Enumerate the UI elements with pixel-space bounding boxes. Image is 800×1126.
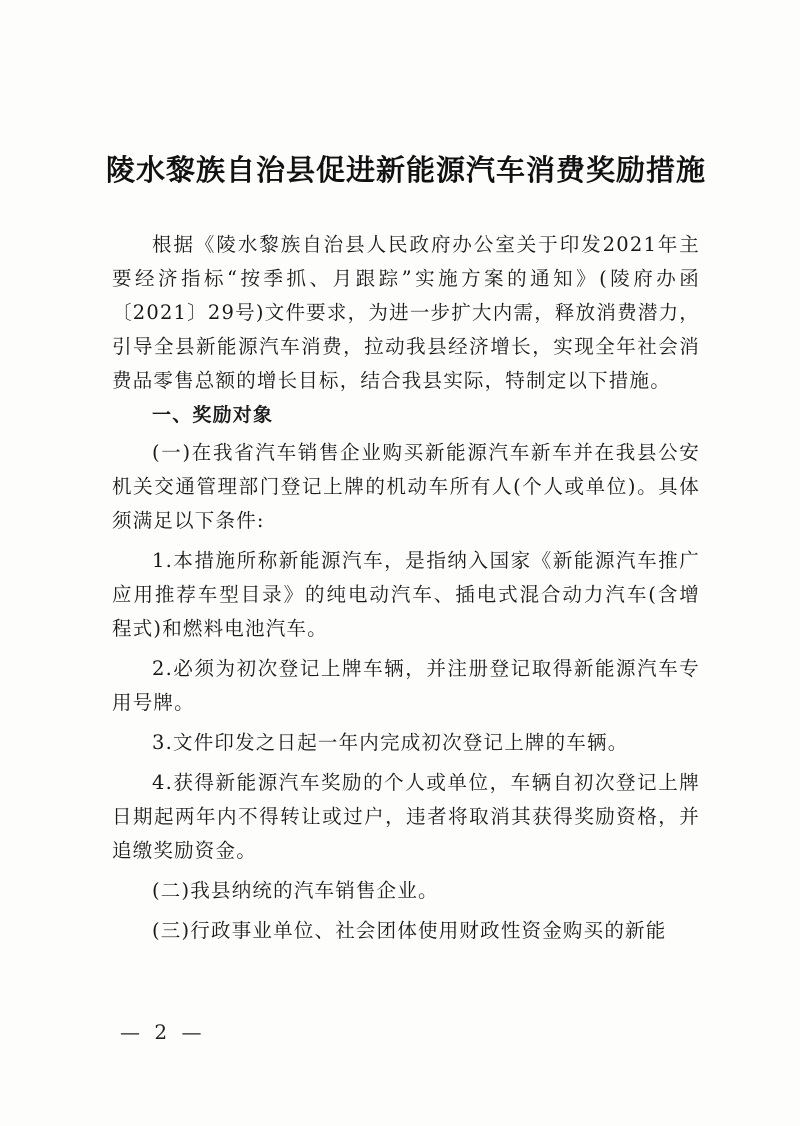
document-body: [112, 228, 700, 948]
condition-paragraph: 2.必须为初次登记上牌车辆，并注册登记取得新能源汽车专用号牌。: [112, 657, 700, 714]
condition-paragraph: 4.获得新能源汽车奖励的个人或单位，车辆自初次登记上牌日期起两年内不得转让或过户，违者将取消其获得奖励资格，并追缴奖励资金。: [112, 771, 700, 862]
item-paragraph: (一)在我省汽车销售企业购买新能源汽车新车并在我县公安机关交通管理部门登记上牌的机动车所有人(个人或单位)。具体须满足以下条件:: [112, 441, 700, 532]
section-heading: 一、奖励对象: [152, 404, 274, 426]
item-paragraph: (二)我县纳统的汽车销售企业。: [152, 879, 439, 902]
item-paragraph: (三)行政事业单位、社会团体使用财政性资金购买的新能: [152, 919, 667, 942]
document-title: 陵水黎族自治县促进新能源汽车消费奖励措施: [105, 153, 706, 187]
intro-paragraph: 根据《陵水黎族自治县人民政府办公室关于印发2021年主要经济指标“按季抓、月跟踪”实施方案的通知》(陵府办函〔2021〕29号)文件要求，为进一步扩大内需，释放消费潜力，引导全县新能源汽车消费，拉动我县经济增长，实现全年社会消费品零售总额的增长目标，结合我县实际，特制定以下措施。: [112, 233, 700, 392]
condition-paragraph: 3.文件印发之日起一年内完成初次登记上牌的车辆。: [152, 731, 629, 754]
condition-paragraph: 1.本措施所称新能源汽车，是指纳入国家《新能源汽车推广应用推荐车型目录》的纯电动汽车、插电式混合动力汽车(含增程式)和燃料电池汽车。: [112, 549, 700, 640]
page-number: — 2 —: [120, 1020, 206, 1044]
